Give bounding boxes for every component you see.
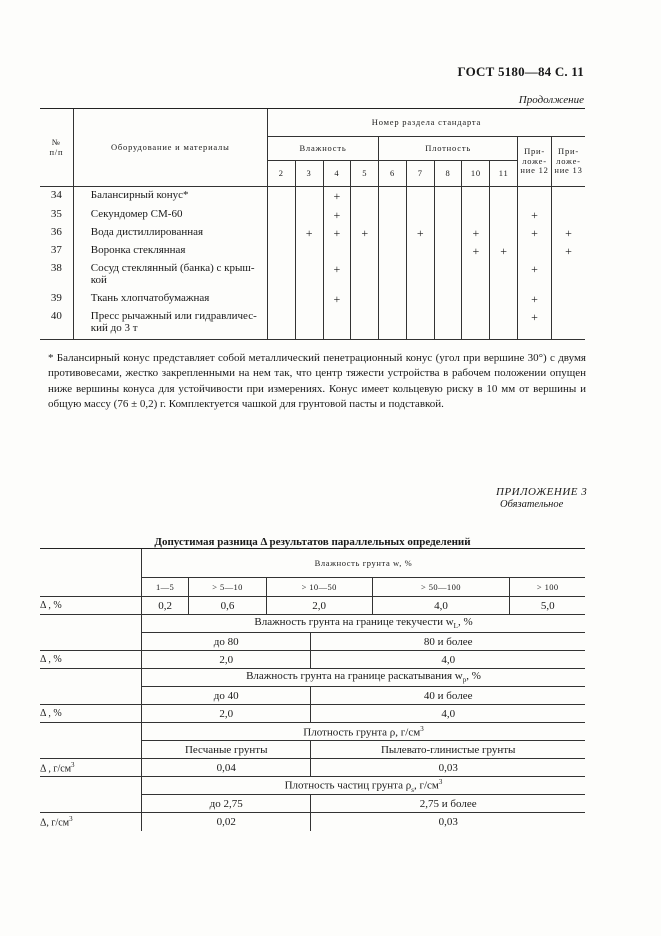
section-number-header: 2 bbox=[267, 161, 295, 187]
section-number-header: 4 bbox=[323, 161, 351, 187]
moisture-value: 0,2 bbox=[142, 597, 189, 615]
row-equipment-name: Вода дистиллированная bbox=[73, 224, 267, 242]
plastic-value-1: 2,0 bbox=[142, 705, 311, 723]
row-mark bbox=[379, 308, 407, 340]
row-mark: + bbox=[518, 224, 552, 242]
row-number: 38 bbox=[50, 261, 62, 274]
row-mark bbox=[518, 242, 552, 260]
section-number-header: 11 bbox=[490, 161, 518, 187]
delta-pct-label: Δ , % bbox=[40, 651, 142, 669]
row-mark bbox=[379, 187, 407, 206]
row-mark bbox=[462, 308, 490, 340]
row-mark: + bbox=[295, 224, 323, 242]
row-mark bbox=[267, 308, 295, 340]
row-mark: + bbox=[323, 260, 351, 290]
row-mark bbox=[462, 206, 490, 224]
delta-gcm-label: Δ , $г/см^3$ bbox=[40, 759, 142, 777]
row-mark bbox=[434, 290, 462, 308]
row-number: 35 bbox=[50, 207, 62, 220]
tolerance-table bbox=[40, 548, 585, 831]
row-mark: + bbox=[552, 242, 586, 260]
moisture-value: 5,0 bbox=[510, 597, 585, 615]
section-number-header: 8 bbox=[434, 161, 462, 187]
t2-blank bbox=[40, 741, 142, 759]
row-mark bbox=[295, 187, 323, 206]
moisture-range: > 50—100 bbox=[372, 578, 510, 597]
col-app13-header: При- ложе- ние 13 bbox=[552, 137, 586, 187]
liquid-value-2: 4,0 bbox=[311, 651, 585, 669]
row-mark bbox=[434, 187, 462, 206]
particle-value-1: 0,02 bbox=[142, 813, 311, 831]
row-number: 37 bbox=[50, 243, 62, 256]
density-value-2: 0,03 bbox=[311, 759, 585, 777]
row-mark bbox=[434, 206, 462, 224]
row-mark: + bbox=[490, 242, 518, 260]
table-row bbox=[40, 187, 585, 206]
row-mark bbox=[379, 224, 407, 242]
section-number-header: 10 bbox=[462, 161, 490, 187]
group-density-header: Плотность bbox=[379, 137, 518, 161]
row-equipment-name: Воронка стеклянная bbox=[73, 242, 267, 260]
appendix-subtitle: Обязательное bbox=[500, 498, 564, 510]
footnote: * Балансирный конус представляет собой металлический пенетрационный конус (угол при вершине 30°) с двумя противовесами, жестко закрепленными на нем так, что центр тяжести устройства в рабочем положении опущен ниже вершины конуса для устойчивости при измерениях. Конус имеет кольцевую риску в 10 мм от вершины и общую массу (76 ± 0,2) г. Комплектуется чашкой для грунтовой пасты и подставкой. bbox=[48, 352, 586, 411]
liquid-value-1: 2,0 bbox=[142, 651, 311, 669]
row-equipment-name: Секундомер СМ-60 bbox=[73, 206, 267, 224]
row-mark bbox=[351, 206, 379, 224]
row-mark bbox=[267, 187, 295, 206]
t2-corner bbox=[40, 549, 142, 597]
row-equipment-name: Ткань хлопчатобумажная bbox=[73, 290, 267, 308]
row-equipment-name: Балансирный конус* bbox=[73, 187, 267, 206]
row-mark bbox=[406, 290, 434, 308]
row-mark: + bbox=[406, 224, 434, 242]
section-number-header: 7 bbox=[406, 161, 434, 187]
table-row bbox=[40, 260, 585, 290]
row-mark: + bbox=[552, 224, 586, 242]
row-mark: + bbox=[518, 260, 552, 290]
row-mark bbox=[351, 260, 379, 290]
moisture-value: 2,0 bbox=[266, 597, 372, 615]
row-mark bbox=[490, 308, 518, 340]
row-mark bbox=[295, 206, 323, 224]
row-mark: + bbox=[323, 206, 351, 224]
row-mark bbox=[552, 308, 586, 340]
row-mark bbox=[295, 260, 323, 290]
equipment-table bbox=[40, 108, 585, 340]
table-row bbox=[40, 224, 585, 242]
liquid-range-1: до 80 bbox=[142, 633, 311, 651]
delta-g-label: Δ, $г/см^3$ bbox=[40, 815, 73, 829]
row-mark: + bbox=[518, 308, 552, 340]
table-row bbox=[40, 290, 585, 308]
row-mark: + bbox=[462, 242, 490, 260]
t2-blank bbox=[40, 687, 142, 705]
row-mark bbox=[295, 242, 323, 260]
row-mark bbox=[323, 242, 351, 260]
appendix-label bbox=[496, 486, 587, 511]
row-mark bbox=[406, 242, 434, 260]
row-number: 36 bbox=[50, 225, 62, 238]
row-mark bbox=[518, 187, 552, 206]
row-mark: + bbox=[518, 206, 552, 224]
row-mark bbox=[295, 290, 323, 308]
continuation-label: Продолжение bbox=[518, 94, 584, 106]
moisture-value: 0,6 bbox=[189, 597, 267, 615]
col-equipment-header: Оборудование и материалы bbox=[73, 109, 267, 187]
t2-blank bbox=[40, 669, 142, 687]
t2-blank bbox=[40, 633, 142, 651]
row-mark bbox=[490, 290, 518, 308]
col-app12-header: При- ложе- ние 12 bbox=[518, 137, 552, 187]
moisture-range: > 10—50 bbox=[266, 578, 372, 597]
plastic-limit-header: Влажность грунта на границе раскатывания $w_p$, % bbox=[142, 669, 586, 687]
row-equipment-name: Пресс рычажный или гидравличес-кий до 3 т bbox=[73, 308, 267, 340]
group-moisture-header: Влажность bbox=[267, 137, 378, 161]
page-header-title: ГОСТ 5180—84 С. 11 bbox=[457, 64, 584, 79]
row-mark bbox=[434, 242, 462, 260]
row-mark bbox=[351, 308, 379, 340]
moisture-range: 1—5 bbox=[142, 578, 189, 597]
row-mark bbox=[490, 206, 518, 224]
liquid-range-2: 80 и более bbox=[311, 633, 585, 651]
row-mark bbox=[379, 206, 407, 224]
row-mark bbox=[351, 242, 379, 260]
particle-range-1: до 2,75 bbox=[142, 795, 311, 813]
row-mark bbox=[406, 206, 434, 224]
plastic-range-2: 40 и более bbox=[311, 687, 585, 705]
moisture-range: > 100 bbox=[510, 578, 585, 597]
row-mark bbox=[267, 290, 295, 308]
delta-pct-label: Δ , % bbox=[40, 597, 142, 615]
density-type-1: Песчаные грунты bbox=[142, 741, 311, 759]
row-mark bbox=[434, 308, 462, 340]
density-header: Плотность грунта ρ, $г/см^3$ bbox=[142, 723, 586, 741]
moisture-header: Влажность грунта w, % bbox=[142, 549, 586, 578]
row-mark bbox=[490, 187, 518, 206]
row-mark: + bbox=[462, 224, 490, 242]
row-mark bbox=[379, 290, 407, 308]
particle-value-2: 0,03 bbox=[311, 813, 585, 831]
row-mark bbox=[490, 224, 518, 242]
row-mark bbox=[379, 260, 407, 290]
row-mark bbox=[267, 242, 295, 260]
col-section-header: Номер раздела стандарта bbox=[267, 109, 585, 137]
row-mark: + bbox=[323, 187, 351, 206]
table-row bbox=[40, 308, 585, 340]
row-number: 39 bbox=[50, 291, 62, 304]
row-mark bbox=[406, 308, 434, 340]
row-mark: + bbox=[351, 224, 379, 242]
row-mark: + bbox=[323, 224, 351, 242]
row-mark bbox=[552, 260, 586, 290]
t2-blank bbox=[40, 723, 142, 741]
row-mark bbox=[406, 187, 434, 206]
t2-blank bbox=[40, 777, 142, 795]
col-num-header: № п/п bbox=[40, 109, 73, 187]
plastic-value-2: 4,0 bbox=[311, 705, 585, 723]
row-mark bbox=[295, 308, 323, 340]
particle-range-2: 2,75 и более bbox=[311, 795, 585, 813]
row-mark bbox=[351, 187, 379, 206]
row-mark bbox=[351, 290, 379, 308]
row-mark bbox=[379, 242, 407, 260]
section-number-header: 6 bbox=[379, 161, 407, 187]
section-number-header: 5 bbox=[351, 161, 379, 187]
row-mark bbox=[434, 260, 462, 290]
tolerance-table-title: Допустимая разница Δ результатов параллельных определений bbox=[154, 536, 471, 548]
row-number: 34 bbox=[50, 189, 62, 201]
row-mark bbox=[406, 260, 434, 290]
row-mark bbox=[267, 260, 295, 290]
appendix-title: ПРИЛОЖЕНИЕ 3 bbox=[496, 486, 588, 498]
row-mark bbox=[552, 187, 586, 206]
density-value-1: 0,04 bbox=[142, 759, 311, 777]
row-mark bbox=[267, 224, 295, 242]
row-mark: + bbox=[518, 290, 552, 308]
row-mark bbox=[323, 308, 351, 340]
plastic-range-1: до 40 bbox=[142, 687, 311, 705]
table-row bbox=[40, 206, 585, 224]
row-mark bbox=[267, 206, 295, 224]
row-mark bbox=[490, 260, 518, 290]
row-mark bbox=[552, 290, 586, 308]
row-mark bbox=[462, 187, 490, 206]
particle-density-header: Плотность частиц грунта $\rho_s$, $г/см^3$ bbox=[142, 777, 586, 795]
row-mark bbox=[462, 290, 490, 308]
moisture-range: > 5—10 bbox=[189, 578, 267, 597]
liquid-limit-header: Влажность грунта на границе текучести $w_L$, % bbox=[142, 615, 586, 633]
moisture-value: 4,0 bbox=[372, 597, 510, 615]
row-mark bbox=[462, 260, 490, 290]
row-equipment-name: Сосуд стеклянный (банка) с крыш-кой bbox=[73, 260, 267, 290]
row-mark bbox=[434, 224, 462, 242]
delta-pct-label: Δ , % bbox=[40, 705, 142, 723]
t2-blank bbox=[40, 615, 142, 633]
density-type-2: Пылевато-глинистые грунты bbox=[311, 741, 585, 759]
t2-blank bbox=[40, 795, 142, 813]
row-mark bbox=[552, 206, 586, 224]
table-row bbox=[40, 242, 585, 260]
row-mark: + bbox=[323, 290, 351, 308]
section-number-header: 3 bbox=[295, 161, 323, 187]
row-number: 40 bbox=[40, 308, 73, 340]
